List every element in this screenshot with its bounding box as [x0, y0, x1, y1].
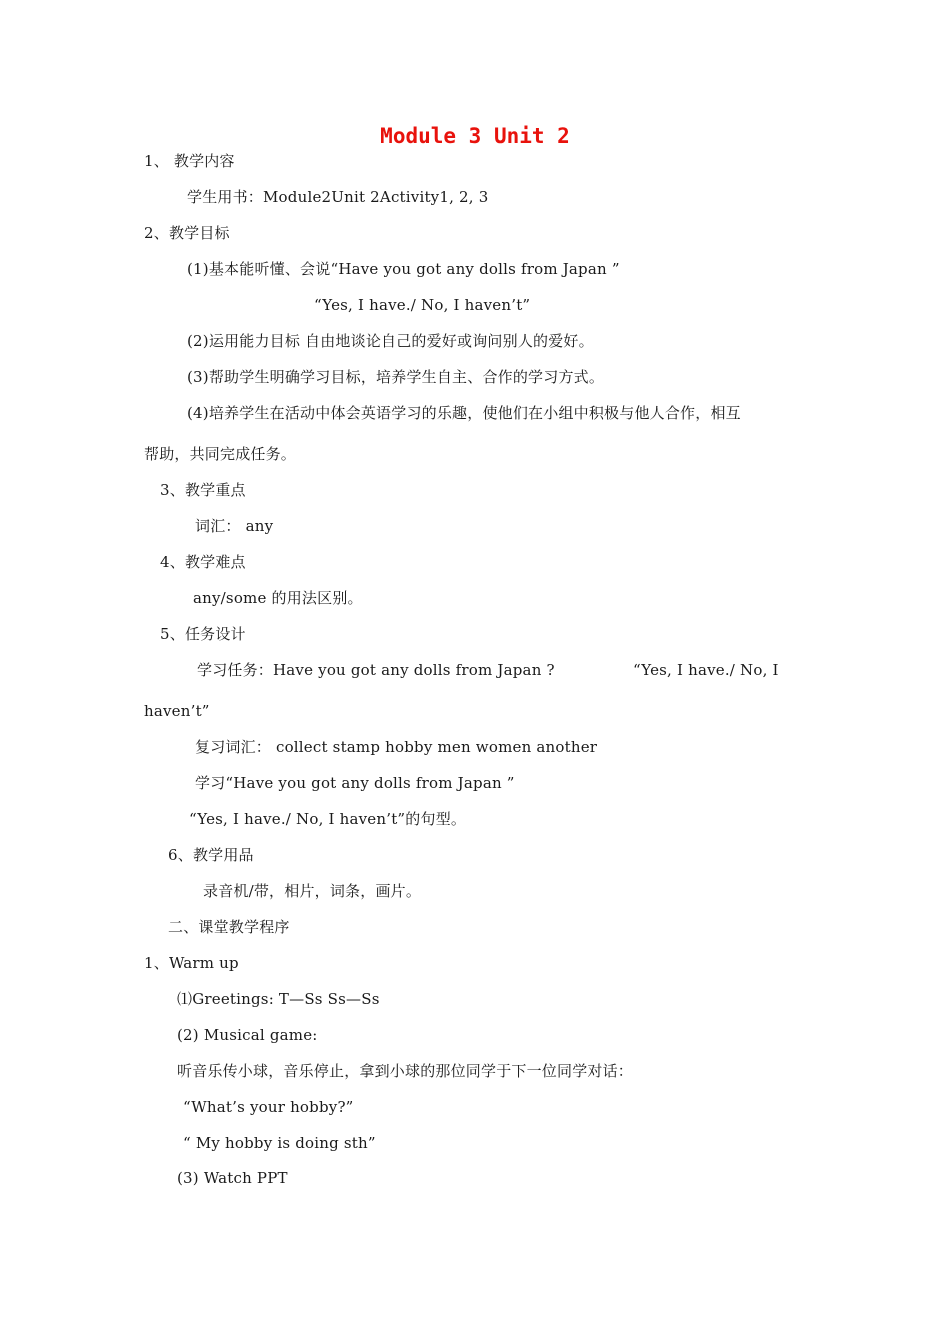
- dialogue-question-line: “What’s your hobby?”: [183, 1098, 354, 1116]
- goal-1-answer-line: “Yes, I have./ No, I haven’t”: [314, 296, 531, 314]
- heading-teaching-materials: 6、教学用品: [168, 846, 254, 864]
- difficulty-line: any/some 的用法区别。: [193, 589, 363, 607]
- document-title: Module 3 Unit 2: [380, 124, 570, 148]
- learning-task-continued-line: haven’t”: [144, 702, 210, 720]
- sentence-pattern-line: “Yes, I have./ No, I haven’t”的句型。: [189, 810, 467, 828]
- dialogue-answer-line: “ My hobby is doing sth”: [183, 1134, 376, 1152]
- heading-classroom-procedure: 二、课堂教学程序: [168, 918, 290, 936]
- learning-task-line: 学习任务：Have you got any dolls from Japan ?: [197, 661, 555, 679]
- goal-2-line: (2)运用能力目标 自由地谈论自己的爱好或询问别人的爱好。: [187, 332, 594, 350]
- review-vocabulary-line: 复习词汇： collect stamp hobby men women another: [195, 738, 598, 756]
- student-book-line: 学生用书：Module2Unit 2Activity1, 2, 3: [187, 188, 489, 206]
- musical-game-line: (2) Musical game:: [177, 1026, 318, 1044]
- goal-1-line: (1)基本能听懂、会说“Have you got any dolls from Japan ”: [187, 260, 620, 278]
- greetings-line: ⑴Greetings: T—Ss Ss—Ss: [177, 990, 380, 1008]
- heading-difficulties: 4、教学难点: [160, 553, 246, 571]
- watch-ppt-line: (3) Watch PPT: [177, 1169, 288, 1187]
- materials-line: 录音机/带，相片，词条，画片。: [203, 882, 422, 900]
- game-description-line: 听音乐传小球，音乐停止，拿到小球的那位同学于下一位同学对话：: [177, 1062, 634, 1080]
- learn-sentence-line: 学习“Have you got any dolls from Japan ”: [195, 774, 515, 792]
- warm-up-heading: 1、Warm up: [144, 954, 239, 972]
- heading-task-design: 5、任务设计: [160, 625, 246, 643]
- heading-teaching-content: 1、 教学内容: [144, 152, 235, 170]
- goal-4-line: (4)培养学生在活动中体会英语学习的乐趣，使他们在小组中积极与他人合作，相互: [187, 404, 741, 422]
- heading-key-points: 3、教学重点: [160, 481, 246, 499]
- heading-teaching-goals: 2、教学目标: [144, 224, 230, 242]
- goal-3-line: (3)帮助学生明确学习目标，培养学生自主、合作的学习方式。: [187, 368, 605, 386]
- learning-task-answer-line: “Yes, I have./ No, I: [633, 661, 779, 679]
- goal-4-continued-line: 帮助，共同完成任务。: [144, 445, 297, 463]
- vocabulary-line: 词汇： any: [195, 517, 274, 535]
